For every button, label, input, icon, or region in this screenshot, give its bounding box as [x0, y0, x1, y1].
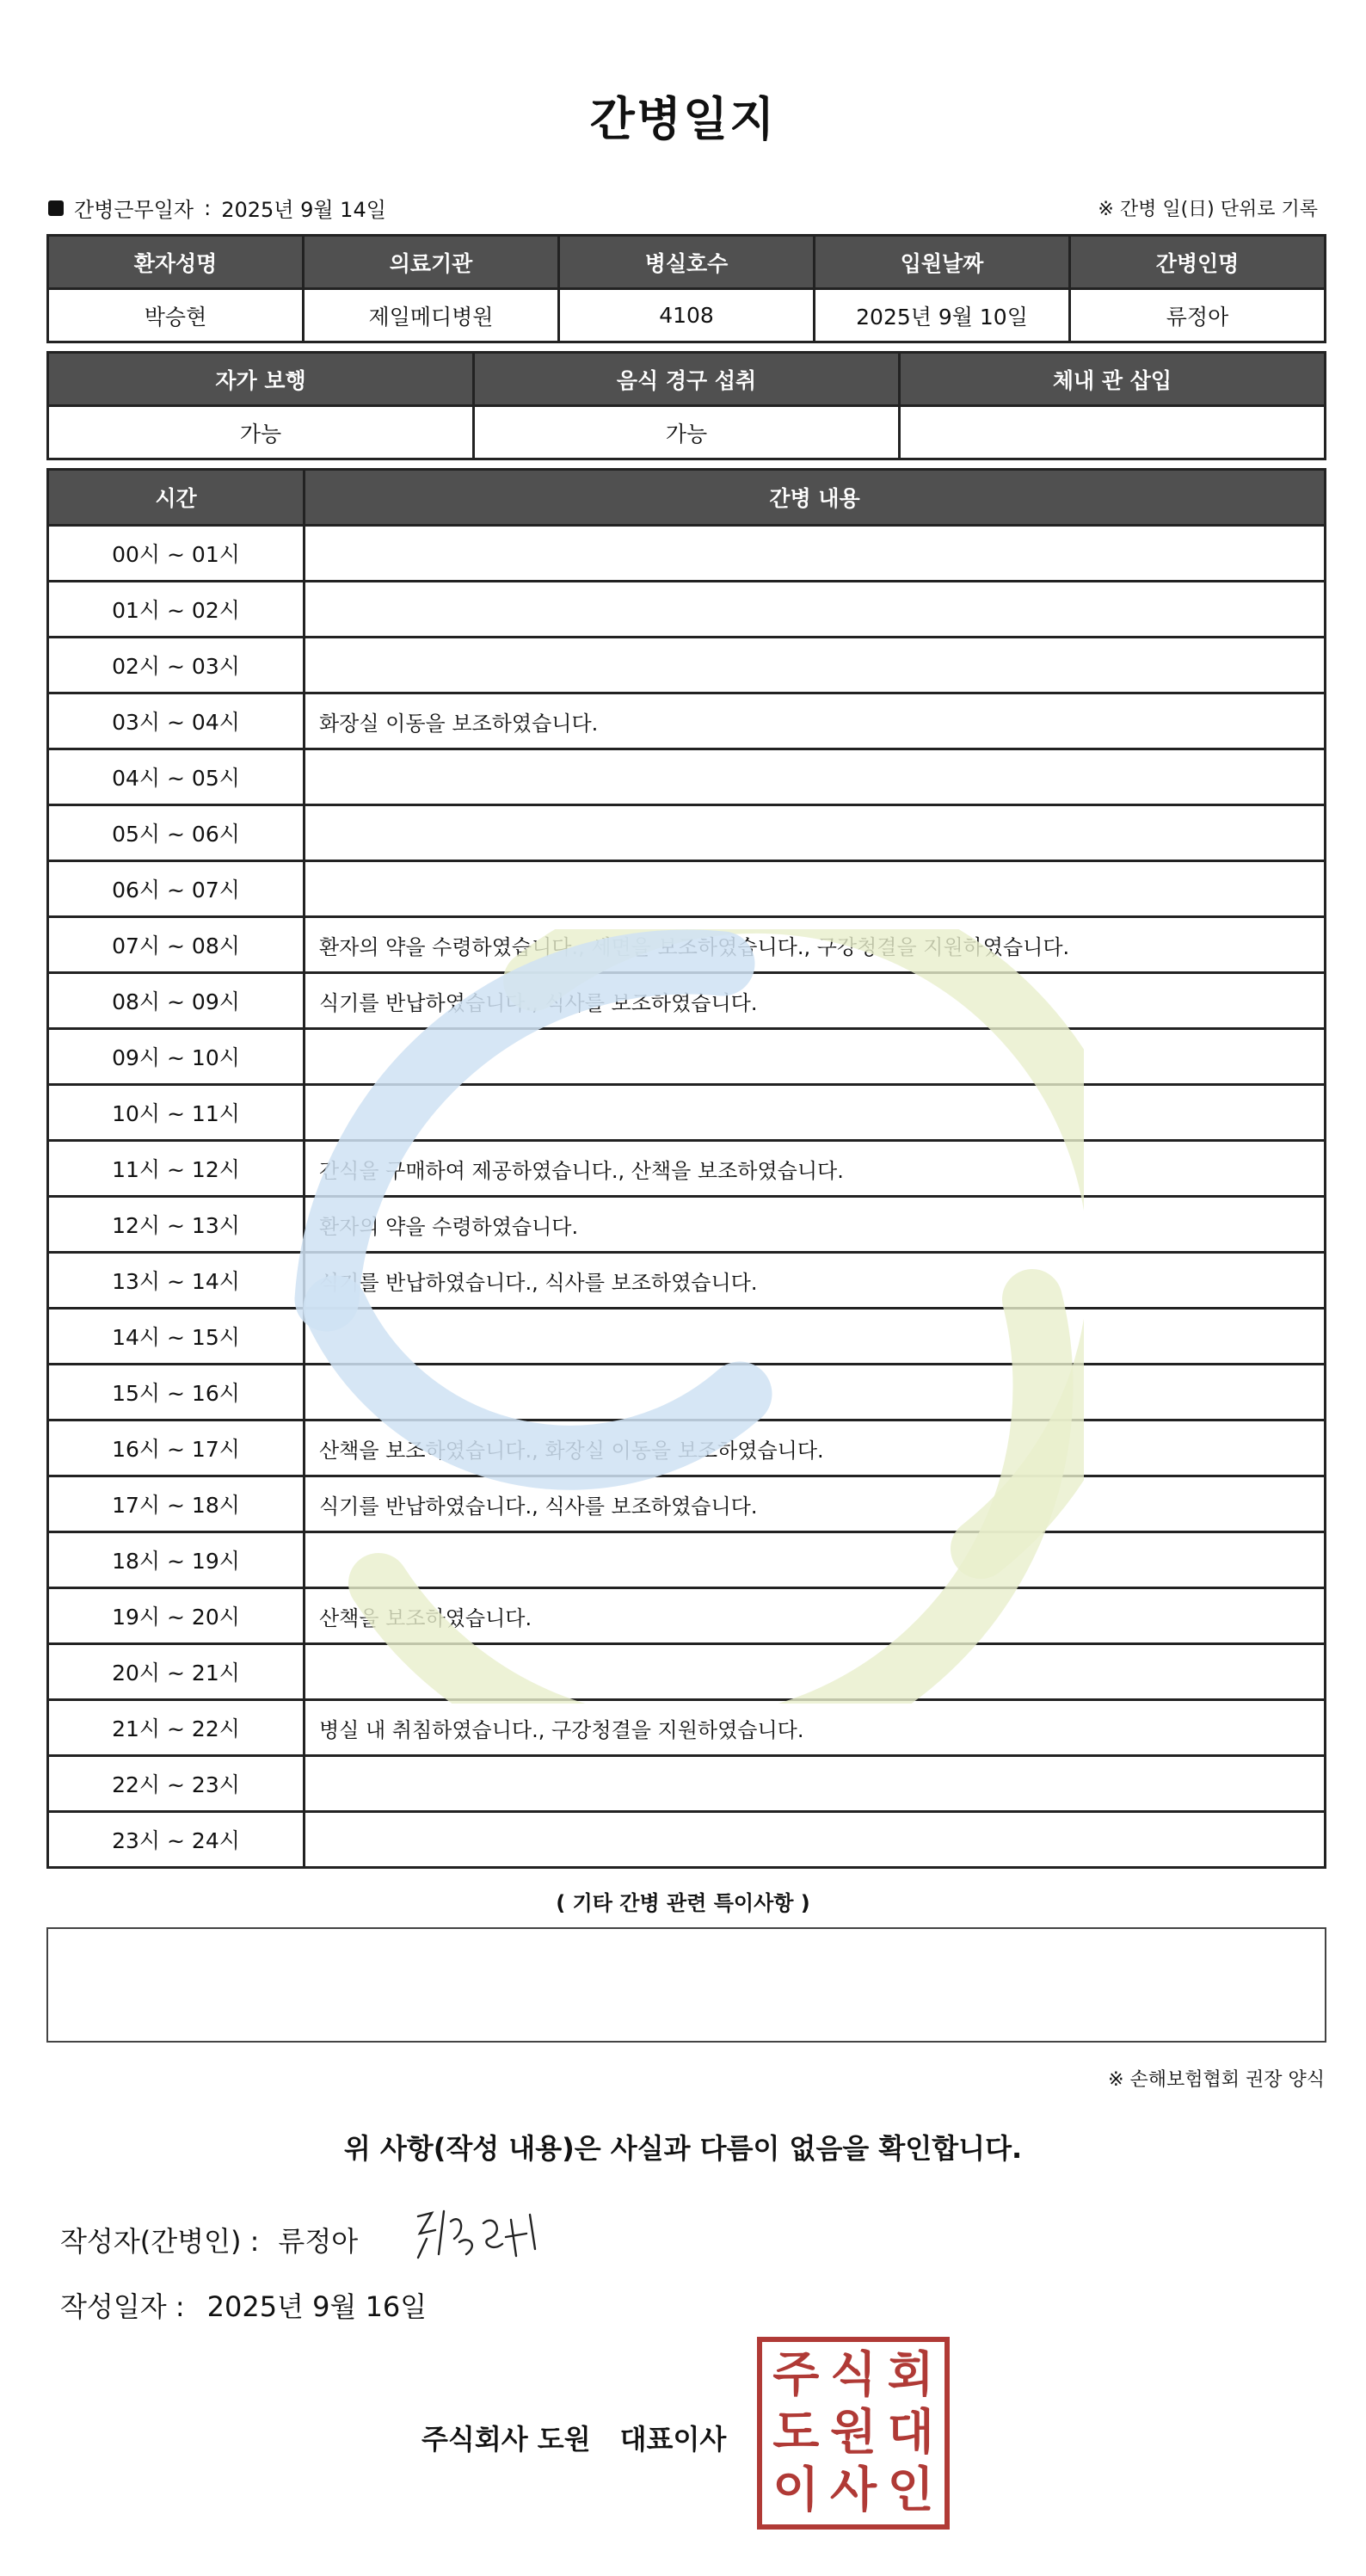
- admission-date: 2025년 9월 10일: [815, 289, 1070, 342]
- company-line: [421, 2418, 726, 2457]
- care-content: [305, 1085, 1326, 1141]
- care-content: 산책을 보조하였습니다.: [305, 1588, 1326, 1644]
- care-content: [305, 1644, 1326, 1700]
- written-date-line: [60, 2285, 427, 2325]
- time-slot: 19시 ~ 20시: [48, 1588, 305, 1644]
- care-content: [305, 582, 1326, 638]
- company-seal-stamp: [757, 2337, 950, 2530]
- written-date-label: 작성일자 :: [60, 2290, 185, 2323]
- care-content: [305, 1365, 1326, 1420]
- table-row: [48, 973, 1326, 1029]
- seal-glyph: 이: [772, 2462, 820, 2518]
- seal-glyph: 대: [887, 2404, 934, 2461]
- table-row: [48, 1644, 1326, 1700]
- self-walking-value: 가능: [48, 406, 474, 459]
- status-header: 자가 보행: [48, 353, 474, 406]
- care-content: [305, 1029, 1326, 1085]
- table-row: [48, 1029, 1326, 1085]
- time-slot: 20시 ~ 21시: [48, 1644, 305, 1700]
- time-slot: 01시 ~ 02시: [48, 582, 305, 638]
- care-content: [305, 1756, 1326, 1812]
- care-log-body: [48, 526, 1326, 1868]
- info-header: 환자성명: [48, 236, 304, 289]
- seal-glyph: 회: [887, 2347, 934, 2404]
- seal-glyph: 인: [887, 2462, 934, 2518]
- company-name: 주식회사 도원: [421, 2423, 591, 2456]
- seal-glyph: 도: [772, 2404, 820, 2461]
- care-content: [305, 805, 1326, 861]
- table-row: [48, 1365, 1326, 1420]
- time-slot: 23시 ~ 24시: [48, 1812, 305, 1868]
- care-content: 환자의 약을 수령하였습니다.: [305, 1197, 1326, 1253]
- table-row: [48, 693, 1326, 749]
- care-log-table: [46, 468, 1326, 1869]
- info-header: 간병인명: [1070, 236, 1326, 289]
- time-slot: 08시 ~ 09시: [48, 973, 305, 1029]
- time-slot: 13시 ~ 14시: [48, 1253, 305, 1309]
- handwritten-signature: [409, 2204, 556, 2266]
- work-date-line: [48, 193, 386, 223]
- work-date-separator: :: [204, 195, 212, 220]
- document-title: 간병일지: [589, 92, 777, 146]
- square-bullet-icon: [48, 200, 64, 216]
- care-content: [305, 1812, 1326, 1868]
- patient-name: 박승현: [48, 289, 304, 342]
- care-content: 간식을 구매하여 제공하였습니다., 산책을 보조하였습니다.: [305, 1141, 1326, 1197]
- time-slot: 09시 ~ 10시: [48, 1029, 305, 1085]
- medical-institution: 제일메디병원: [304, 289, 559, 342]
- care-content: 식기를 반납하였습니다., 식사를 보조하였습니다.: [305, 973, 1326, 1029]
- seal-glyph: 원: [829, 2404, 877, 2461]
- log-header-content: 간병 내용: [305, 470, 1326, 526]
- table-row: [48, 861, 1326, 917]
- info-header: 병실호수: [559, 236, 815, 289]
- table-row: [48, 1253, 1326, 1309]
- time-slot: 12시 ~ 13시: [48, 1197, 305, 1253]
- table-row: [48, 1700, 1326, 1756]
- time-slot: 15시 ~ 16시: [48, 1365, 305, 1420]
- time-slot: 04시 ~ 05시: [48, 749, 305, 805]
- care-content: [305, 638, 1326, 693]
- table-row: [48, 1141, 1326, 1197]
- care-content: [305, 749, 1326, 805]
- oral-intake-value: 가능: [474, 406, 900, 459]
- time-slot: 05시 ~ 06시: [48, 805, 305, 861]
- table-row: [48, 805, 1326, 861]
- table-row: [48, 1812, 1326, 1868]
- care-content: 병실 내 취침하였습니다., 구강청결을 지원하였습니다.: [305, 1700, 1326, 1756]
- time-slot: 10시 ~ 11시: [48, 1085, 305, 1141]
- seal-glyph: 사: [829, 2462, 877, 2518]
- time-slot: 03시 ~ 04시: [48, 693, 305, 749]
- table-row: [48, 1588, 1326, 1644]
- writer-name: 류정아: [278, 2225, 359, 2258]
- writer-label: 작성자(간병인) :: [60, 2225, 260, 2258]
- table-row: [48, 1085, 1326, 1141]
- table-row: [48, 526, 1326, 582]
- care-content: [305, 861, 1326, 917]
- log-header-time: 시간: [48, 470, 305, 526]
- seal-glyph: 식: [829, 2347, 877, 2404]
- unit-note: ※ 간병 일(日) 단위로 기록: [1098, 199, 1318, 220]
- extra-notes-title: ( 기타 간병 관련 특이사항 ): [556, 1891, 810, 1915]
- time-slot: 11시 ~ 12시: [48, 1141, 305, 1197]
- patient-info-table: [46, 234, 1326, 343]
- seal-glyph: 주: [772, 2347, 820, 2404]
- writer-line: [60, 2220, 358, 2259]
- work-date-value: 2025년 9월 14일: [221, 198, 386, 222]
- time-slot: 21시 ~ 22시: [48, 1700, 305, 1756]
- time-slot: 00시 ~ 01시: [48, 526, 305, 582]
- tube-insertion-value: [900, 406, 1326, 459]
- table-row: [48, 638, 1326, 693]
- table-row: [48, 1756, 1326, 1812]
- confirmation-statement: 위 사항(작성 내용)은 사실과 다름이 없음을 확인합니다.: [343, 2132, 1023, 2165]
- care-content: [305, 1532, 1326, 1588]
- care-content: 환자의 약을 수령하였습니다., 세면을 보조하였습니다., 구강청결을 지원하였습니다.: [305, 917, 1326, 973]
- table-row: [48, 1532, 1326, 1588]
- care-content: 식기를 반납하였습니다., 식사를 보조하였습니다.: [305, 1253, 1326, 1309]
- time-slot: 14시 ~ 15시: [48, 1309, 305, 1365]
- time-slot: 16시 ~ 17시: [48, 1420, 305, 1476]
- company-title: 대표이사: [619, 2423, 727, 2456]
- recommend-note: ※ 손해보험협회 권장 양식: [1108, 2069, 1325, 2091]
- extra-notes-box: [46, 1927, 1326, 2043]
- table-row: [48, 1476, 1326, 1532]
- time-slot: 22시 ~ 23시: [48, 1756, 305, 1812]
- table-row: [48, 1420, 1326, 1476]
- patient-status-table: [46, 351, 1326, 460]
- written-date-value: 2025년 9월 16일: [206, 2290, 428, 2323]
- status-header: 체내 관 삽입: [900, 353, 1326, 406]
- work-date-label: 간병근무일자: [74, 198, 194, 222]
- time-slot: 02시 ~ 03시: [48, 638, 305, 693]
- time-slot: 06시 ~ 07시: [48, 861, 305, 917]
- info-header: 입원날짜: [815, 236, 1070, 289]
- table-row: [48, 1309, 1326, 1365]
- care-content: 식기를 반납하였습니다., 식사를 보조하였습니다.: [305, 1476, 1326, 1532]
- table-row: [48, 582, 1326, 638]
- time-slot: 17시 ~ 18시: [48, 1476, 305, 1532]
- table-row: [48, 1197, 1326, 1253]
- table-row: [48, 917, 1326, 973]
- info-header: 의료기관: [304, 236, 559, 289]
- time-slot: 18시 ~ 19시: [48, 1532, 305, 1588]
- status-header: 음식 경구 섭취: [474, 353, 900, 406]
- care-content: 화장실 이동을 보조하였습니다.: [305, 693, 1326, 749]
- care-content: [305, 1309, 1326, 1365]
- room-number: 4108: [559, 289, 815, 342]
- care-content: 산책을 보조하였습니다., 화장실 이동을 보조하였습니다.: [305, 1420, 1326, 1476]
- table-row: [48, 749, 1326, 805]
- time-slot: 07시 ~ 08시: [48, 917, 305, 973]
- caregiver-name: 류정아: [1070, 289, 1326, 342]
- care-content: [305, 526, 1326, 582]
